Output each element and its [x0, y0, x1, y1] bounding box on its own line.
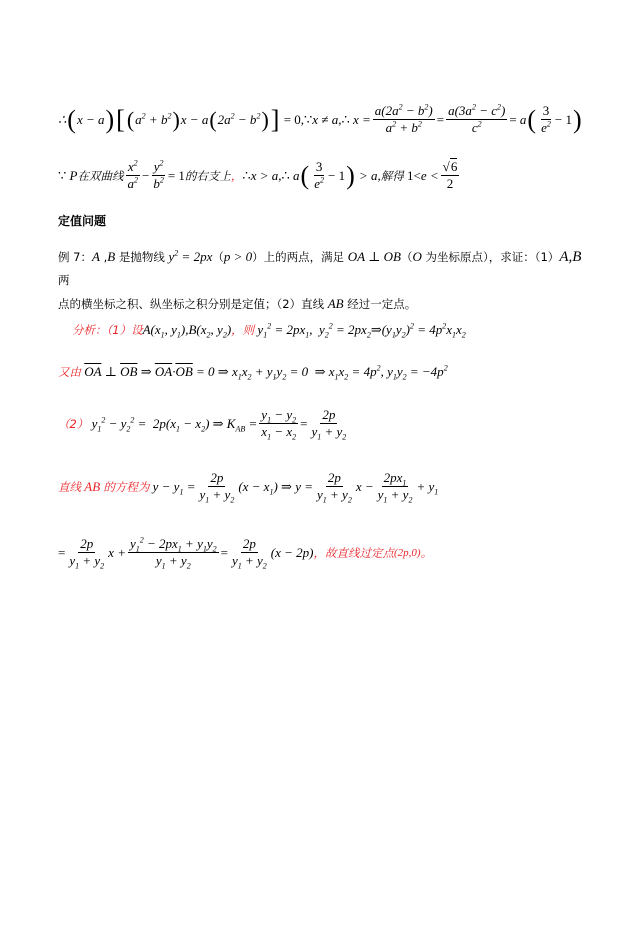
- line2-text-a: 在双曲线: [77, 168, 124, 183]
- fixed-point: (2p,0): [394, 546, 421, 559]
- example-label: 例 7：: [58, 250, 92, 264]
- part2-line: （2） $y_1^2 - y_2^2 = 2p(x_1 - x_2)$ ⇒ $K_{AB}$ = $\frac{y_1 - y_2}{x_1 - x_2}$ = $\frac{2p}{y_1 + y_2}$: [58, 407, 347, 442]
- part2-label: （2）: [58, 416, 89, 431]
- derivation-line-1: ∴ ( x − a ) [ ( $a^2 + b^2$ ) x − a ( $2a^2 - b^2$ ) ] = 0,∵ x ≠ a, ∴ x = $\frac{a(2a^2 - b^2)}{a^2 + b^2}$ = $\frac{a(3a^2 - c^2)}{c^2}$ = a ( $\frac{3}{e^2}$ − 1 ): [58, 102, 582, 135]
- example-7: 例 7：A ,B 是抛物线 $y^2 = 2px(p > 0)$上的两点，满足 OA ⊥ OB（O 为坐标原点），求证：（1）A,B两 点的横坐标之积、纵坐标之积分别是定值；（2）直线 AB 经过一定点。: [58, 248, 582, 311]
- perpendicular-line: 又由 $\overline{OA}$ ⊥ $\overline{OB}$ ⇒ $\overline{OA}\cdot\overline{OB} = 0$ ⇒ $x_1x_2 + y_1y_2 = 0$ ⇒ $x_1x_2 = 4p^2$, $y_1y_2 = -4p^2$: [58, 363, 448, 382]
- derivation-line-2: ∵ P 在双曲线 $\frac{x^2}{a^2}$ − $\frac{y^2}{b^2}$ = 1 的右支上 ， ∴ x > a, ∴ a ( $\frac{3}{e^2}$ − 1 ) > a, 解得 1< e < $\frac{√6}{2}$: [58, 158, 458, 191]
- then-label: ，则: [231, 323, 255, 337]
- conclusion-text: ，故直线过定点: [313, 545, 394, 560]
- analysis-label: 分析：（1）设: [72, 323, 143, 337]
- line2-text-c: 解得: [380, 168, 404, 183]
- line2-text-b: 的右支上: [184, 168, 231, 183]
- analysis-line: 分析：（1）设 $A(x_1$, $y_1),B(x_2$, $y_2$) ，则 $y_1^2 = 2px_1$, $y_2^2$ = $2px_2\Rightarrow(y_1y_2)^2 = 4p^2x_1x_2$: [72, 321, 466, 340]
- also-label: 又由: [58, 365, 81, 379]
- line-ab-equation: 直线 AB 的方程为 $y - y_1$ = $\frac{2p}{y_1 + y_2}$ $(x - x_1)$ ⇒ y = $\frac{2p}{y_1 + y_2}$ x − $\frac{2px_1}{y_1 + y_2}$ + $y_1$: [58, 470, 439, 505]
- section-title: 定值问题: [58, 214, 107, 228]
- conclusion-line: = $\frac{2p}{y_1 + y_2}$ x + $\frac{y_1^2 - 2px_1 + y_1y_2}{y_1 + y_2}$ = $\frac{2p}{y_1 + y_2}$ (x − 2p) ，故直线过定点 (2p,0) 。: [58, 535, 433, 571]
